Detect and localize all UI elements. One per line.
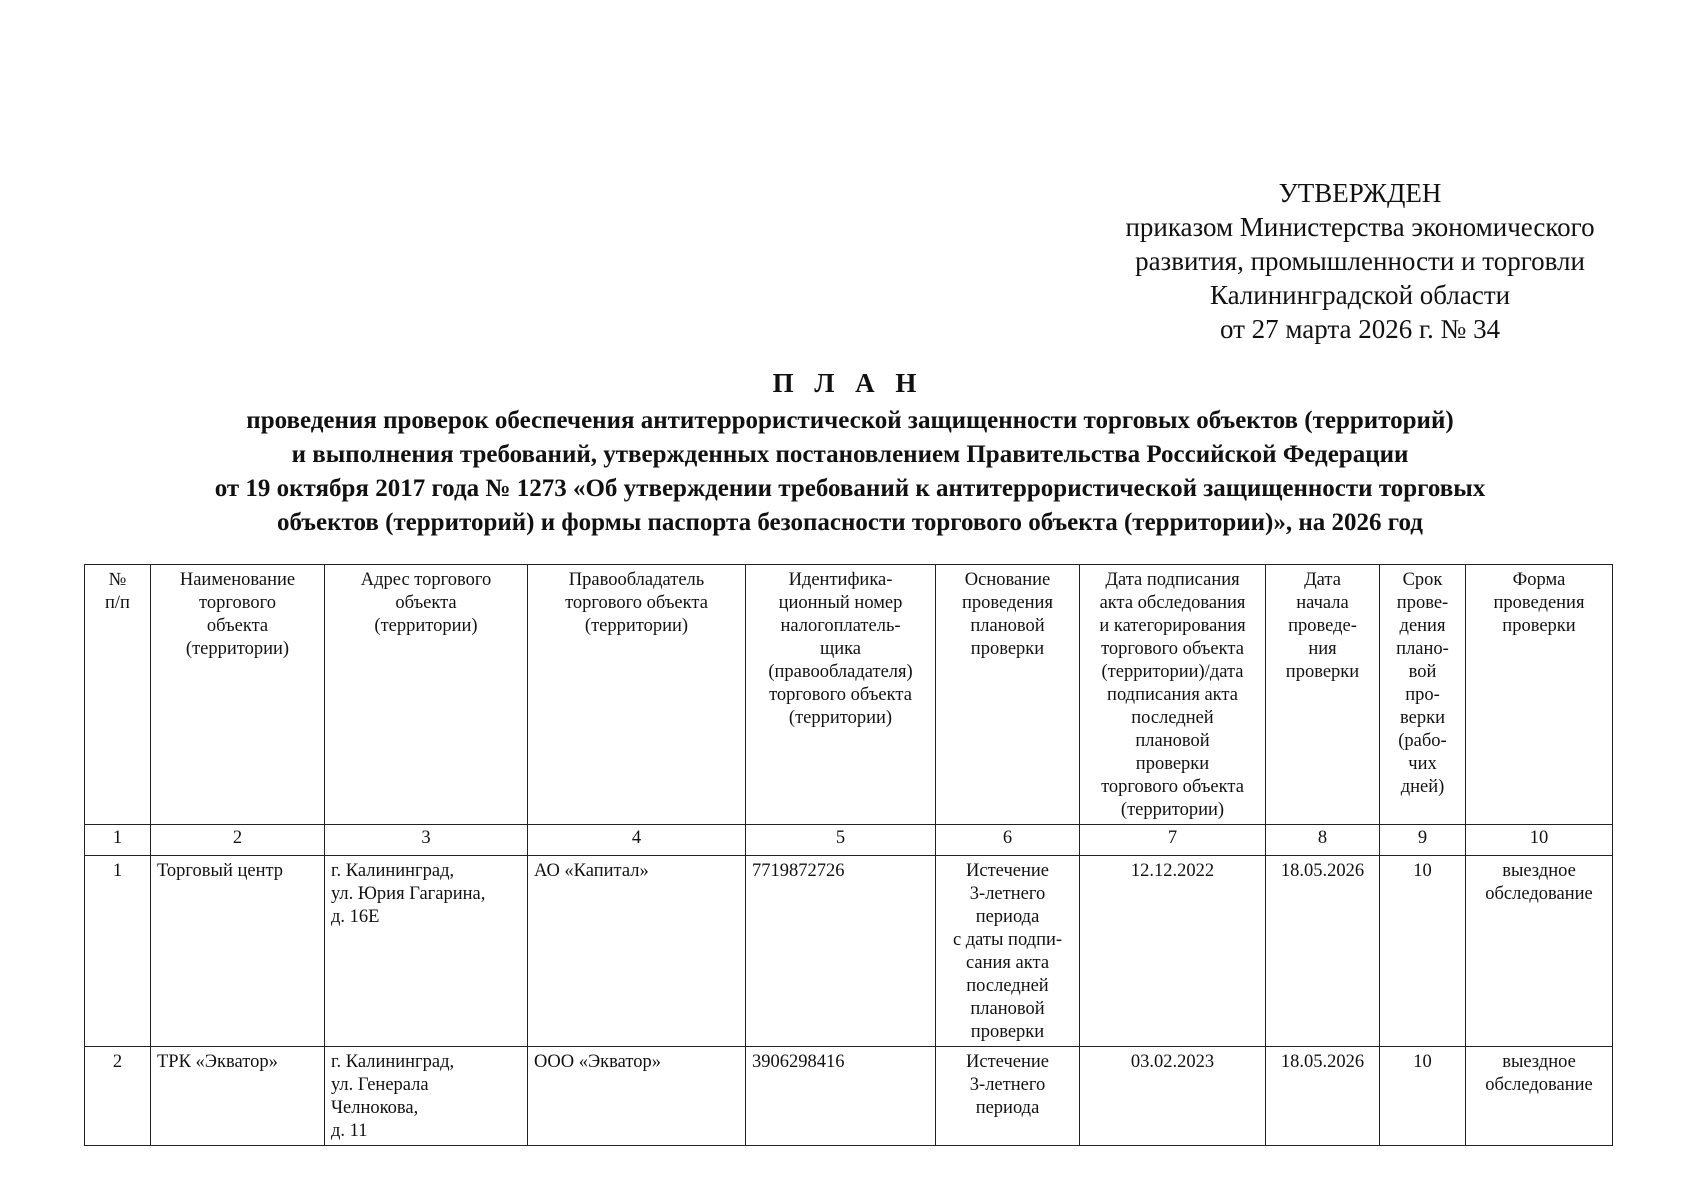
document-title: П Л А Н <box>772 368 924 398</box>
cell-basis: Истечение 3-летнего периода с даты подпи- сания акта последней плановой проверки <box>936 856 1080 1047</box>
cell-address: г. Калининград, ул. Юрия Гагарина, д. 16Е <box>325 856 528 1047</box>
cell-form: выездное обследование <box>1466 856 1613 1047</box>
inspection-plan-table <box>84 564 1613 1146</box>
header-basis: Основание проведения плановой проверки <box>936 565 1080 825</box>
cell-form: выездное обследование <box>1466 1047 1613 1146</box>
cell-act-date: 03.02.2023 <box>1080 1047 1266 1146</box>
cell-object-name: ТРК «Экватор» <box>151 1047 325 1146</box>
header-duration: Срок прове- дения плано- вой про- верки (рабо- чих дней) <box>1380 565 1466 825</box>
table-row <box>85 1047 1613 1146</box>
header-act-date: Дата подписания акта обследования и категорирования торгового объекта (территории)/дата подписания акта последней плановой проверки торгового объекта (территории) <box>1080 565 1266 825</box>
column-number: 6 <box>936 825 1080 856</box>
cell-duration: 10 <box>1380 1047 1466 1146</box>
approval-line: приказом Министерства экономического <box>1125 212 1595 242</box>
document-subtitle <box>80 404 1620 540</box>
column-number: 5 <box>746 825 936 856</box>
approval-stamp <box>1080 176 1640 346</box>
column-number: 8 <box>1266 825 1380 856</box>
column-number: 2 <box>151 825 325 856</box>
subtitle-line: проведения проверок обеспечения антитеррористической защищенности торговых объектов (территорий) <box>246 407 1454 434</box>
table-header-row <box>85 565 1613 825</box>
header-start-date: Дата начала проведе- ния проверки <box>1266 565 1380 825</box>
cell-start-date: 18.05.2026 <box>1266 1047 1380 1146</box>
cell-inn: 7719872726 <box>746 856 936 1047</box>
approval-line: развития, промышленности и торговли <box>1135 246 1585 276</box>
header-inn: Идентифика- ционный номер налогоплатель- щика (правообладателя) торгового объекта (территории) <box>746 565 936 825</box>
subtitle-line: объектов (территорий) и формы паспорта безопасности торгового объекта (территории)», на 2026 год <box>277 509 1423 536</box>
header-number: № п/п <box>85 565 151 825</box>
column-number-row <box>85 825 1613 856</box>
column-number: 7 <box>1080 825 1266 856</box>
column-number: 1 <box>85 825 151 856</box>
approval-line: Калининградской области <box>1209 280 1511 310</box>
column-number: 9 <box>1380 825 1466 856</box>
header-form: Форма проведения проверки <box>1466 565 1613 825</box>
cell-address: г. Калининград, ул. Генерала Челнокова, д. 11 <box>325 1047 528 1146</box>
cell-inn: 3906298416 <box>746 1047 936 1146</box>
cell-basis: Истечение 3-летнего периода <box>936 1047 1080 1146</box>
subtitle-line: от 19 октября 2017 года № 1273 «Об утверждении требований к антитеррористической защищенности торговых <box>214 475 1486 502</box>
cell-number: 1 <box>85 856 151 1047</box>
cell-object-name: Торговый центр <box>151 856 325 1047</box>
cell-start-date: 18.05.2026 <box>1266 856 1380 1047</box>
approval-line: от 27 марта 2026 г. № 34 <box>1219 314 1501 344</box>
approval-heading: УТВЕРЖДЕН <box>1278 178 1442 208</box>
cell-owner: АО «Капитал» <box>528 856 746 1047</box>
header-address: Адрес торгового объекта (территории) <box>325 565 528 825</box>
column-number: 10 <box>1466 825 1613 856</box>
table-row <box>85 856 1613 1047</box>
cell-act-date: 12.12.2022 <box>1080 856 1266 1047</box>
cell-duration: 10 <box>1380 856 1466 1047</box>
cell-owner: ООО «Экватор» <box>528 1047 746 1146</box>
header-owner: Правообладатель торгового объекта (территории) <box>528 565 746 825</box>
cell-number: 2 <box>85 1047 151 1146</box>
header-object-name: Наименование торгового объекта (территории) <box>151 565 325 825</box>
subtitle-line: и выполнения требований, утвержденных постановлением Правительства Российской Федерации <box>291 441 1409 468</box>
column-number: 3 <box>325 825 528 856</box>
column-number: 4 <box>528 825 746 856</box>
